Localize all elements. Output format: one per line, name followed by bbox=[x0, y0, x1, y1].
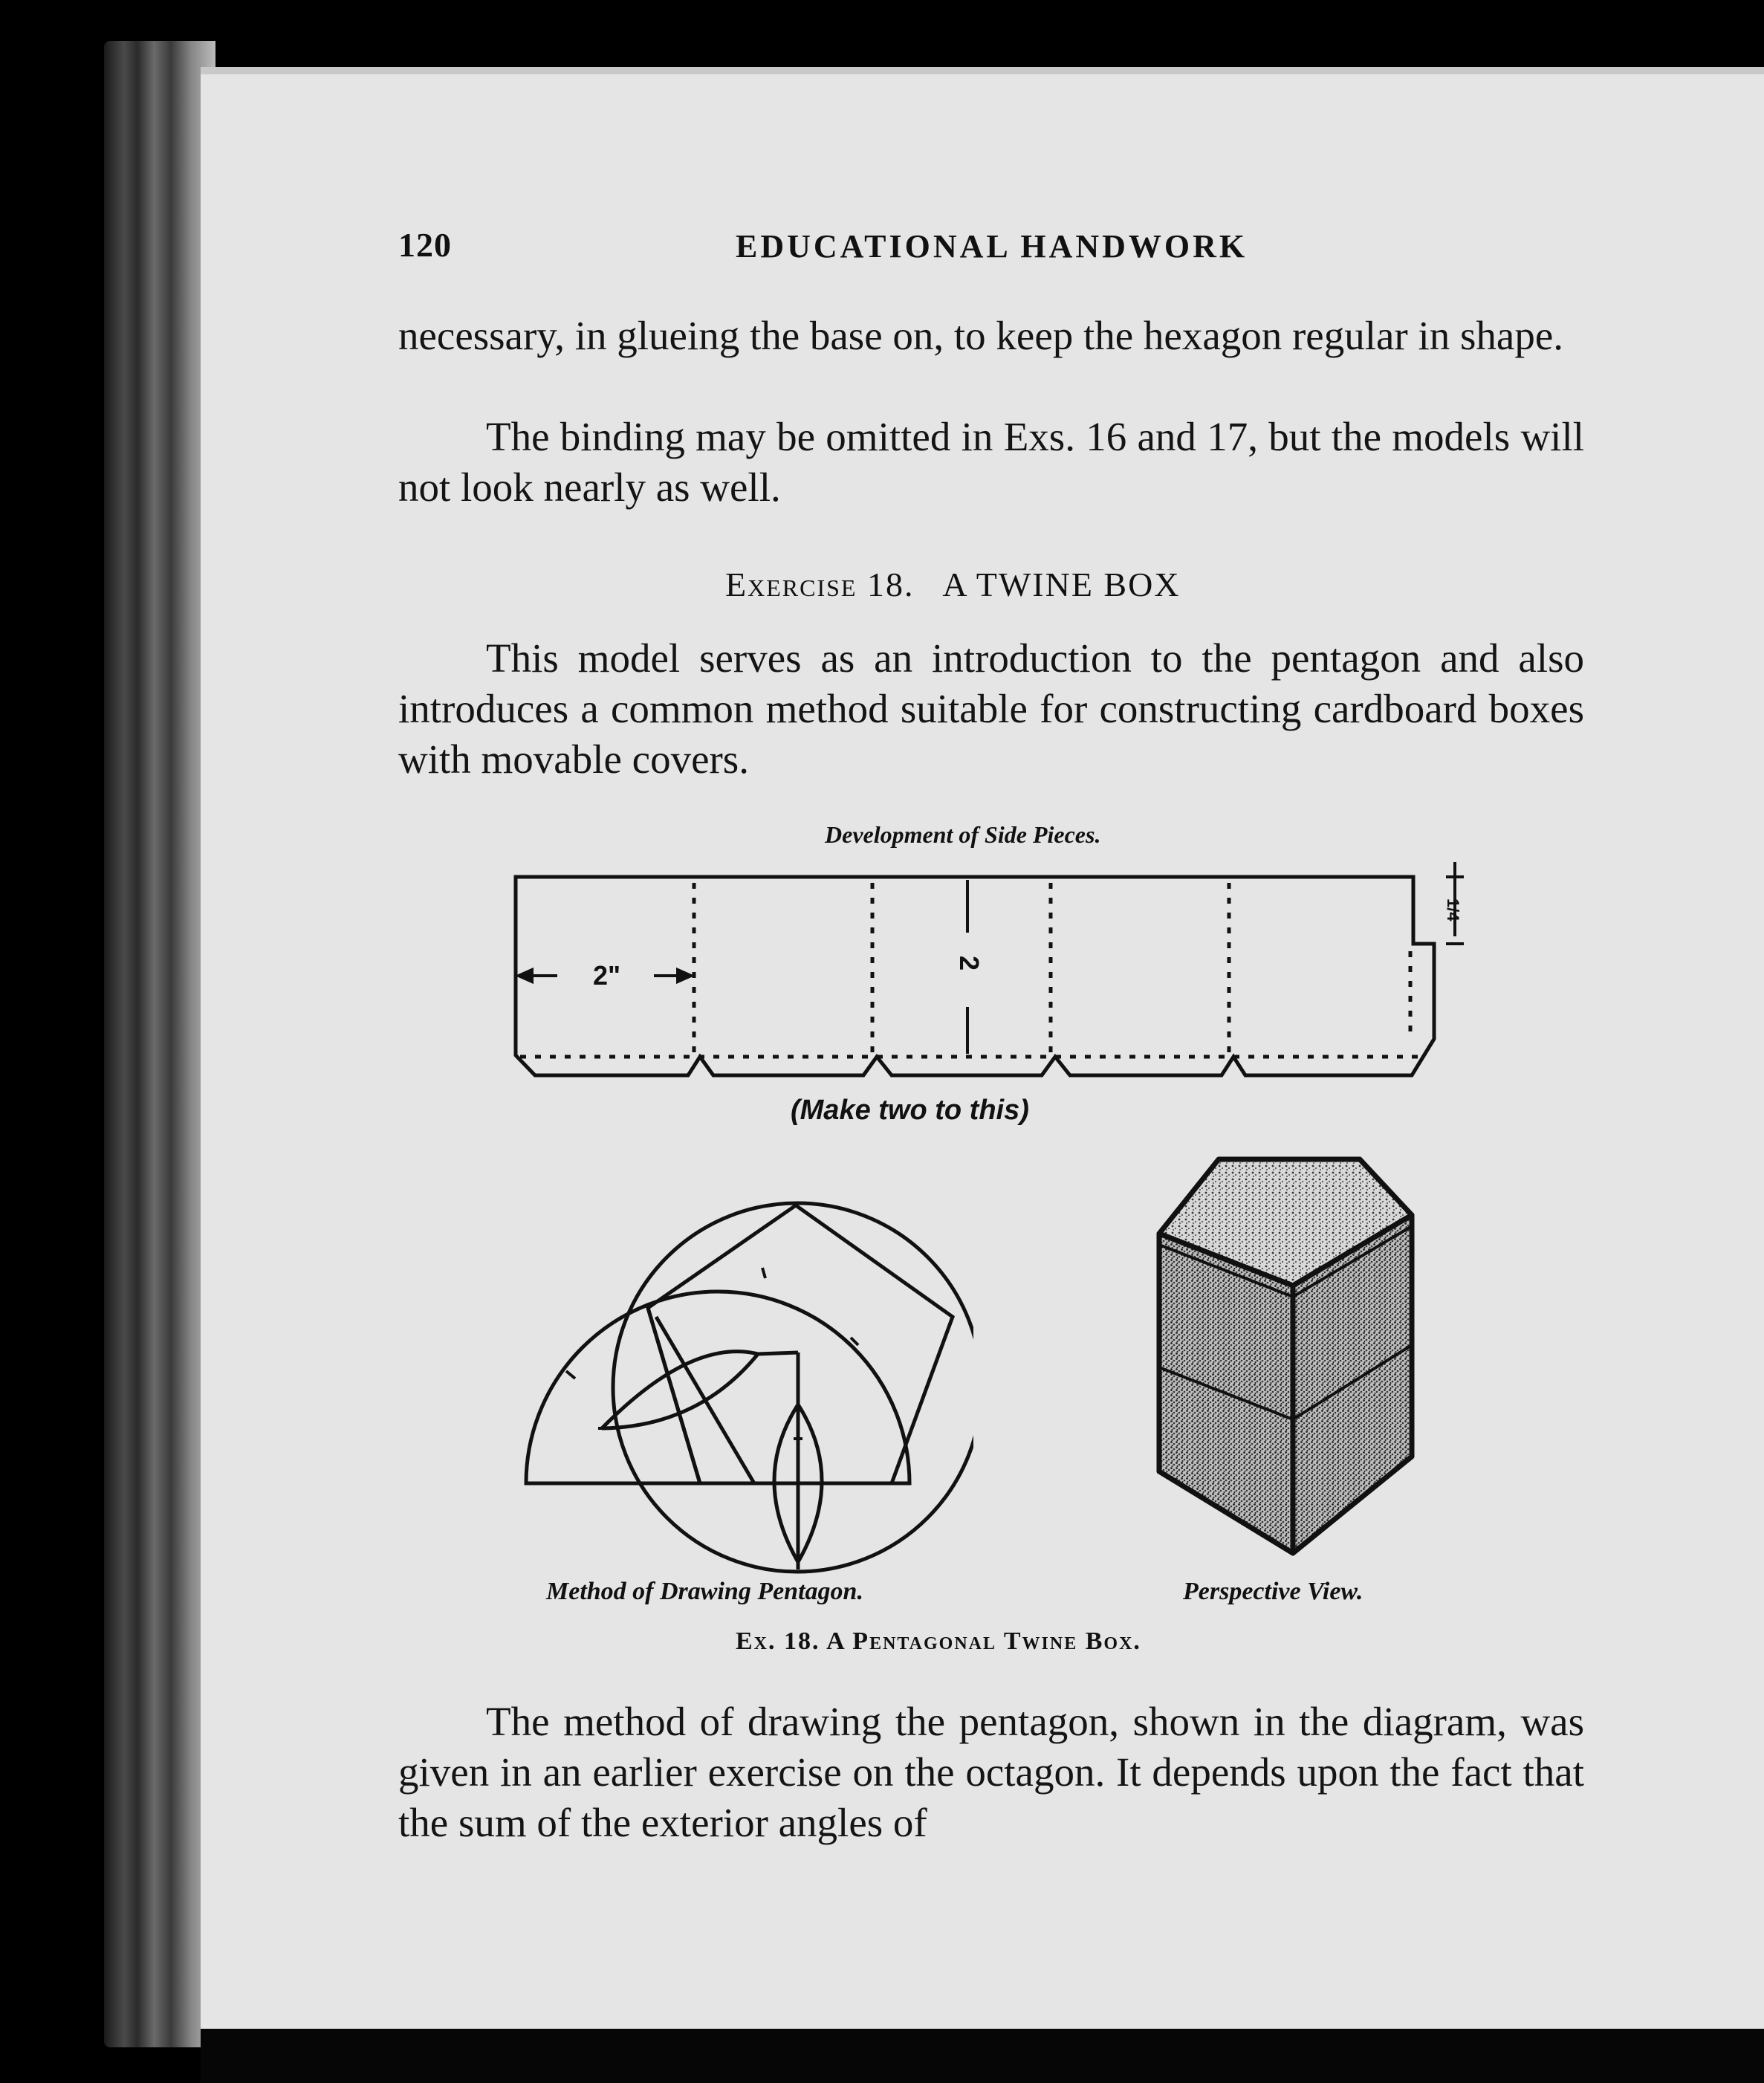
perspective-caption: Perspective View. bbox=[1183, 1578, 1363, 1605]
development-diagram bbox=[505, 862, 1486, 1085]
make-two-note: (Make two to this) bbox=[791, 1095, 1029, 1126]
dimension-tab: 1/4 bbox=[1444, 898, 1462, 921]
exercise-heading bbox=[725, 565, 1181, 604]
paragraph-binding-note: The binding may be omitted in Exs. 16 and 17, but the models will not look nearly as well. bbox=[398, 414, 1584, 510]
paragraph-method: The method of drawing the pentagon, shown in the diagram, was given in an earlier exercise on the octagon. It depends upon the fact that the sum of the exterior angles of bbox=[398, 1699, 1584, 1845]
method-caption: Method of Drawing Pentagon. bbox=[546, 1578, 863, 1605]
figure-caption: Ex. 18. A Pentagonal Twine Box. bbox=[736, 1627, 1141, 1655]
running-head: EDUCATIONAL HANDWORK bbox=[736, 228, 1248, 265]
perspective-view-drawing bbox=[1144, 1144, 1427, 1561]
paragraph-continuation: necessary, in glueing the base on, to keep the hexagon regular in shape. bbox=[398, 313, 1563, 358]
paragraph-intro: This model serves as an introduction to the pentagon and also introduces a common method suitable for constructing cardboard boxes with movable covers. bbox=[398, 635, 1584, 782]
dimension-height: 2 bbox=[954, 956, 985, 971]
book-binding-edge bbox=[104, 41, 215, 2047]
pentagon-construction-diagram bbox=[513, 1182, 973, 1583]
page-number: 120 bbox=[398, 226, 452, 264]
scan-bottom-border bbox=[201, 2029, 1764, 2083]
exercise-label: Exercise 18. bbox=[725, 566, 915, 603]
exercise-title: A TWINE BOX bbox=[942, 566, 1181, 603]
dimension-width: 2" bbox=[593, 960, 621, 991]
development-caption: Development of Side Pieces. bbox=[825, 821, 1101, 848]
